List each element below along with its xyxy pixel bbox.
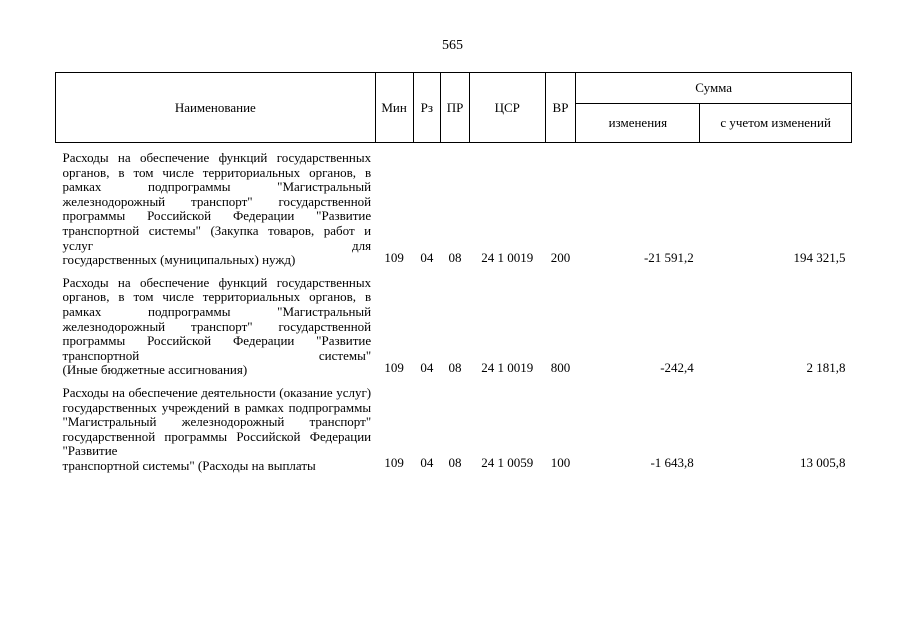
row-total: 2 181,8 (806, 359, 846, 375)
table-row (56, 378, 852, 474)
header-vr: ВР (545, 73, 576, 143)
row-csr: 24 1 0059 (481, 455, 534, 471)
header-min: Мин (375, 73, 413, 143)
row-vr: 100 (550, 455, 571, 471)
header-rz: Рз (413, 73, 441, 143)
row-vr: 800 (550, 359, 571, 375)
row-pr: 08 (448, 359, 462, 375)
row-pr: 08 (448, 249, 462, 265)
row-name (56, 143, 376, 268)
header-with-change: с учетом изменений (700, 104, 852, 143)
page-number: 565 (442, 38, 463, 53)
row-change: -1 643,8 (650, 455, 694, 471)
row-min: 109 (384, 359, 404, 375)
row-min: 109 (384, 249, 404, 265)
row-total: 13 005,8 (800, 455, 846, 471)
row-name-last: транспортной системы" (Расходы на выплаты (62, 457, 316, 473)
row-name-last: (Иные бюджетные ассигнования) (62, 362, 248, 378)
row-rz: 04 (420, 359, 434, 375)
row-name (56, 378, 376, 474)
row-csr: 24 1 0019 (481, 249, 534, 265)
row-name (56, 268, 376, 378)
table-row (56, 268, 852, 378)
table-row (56, 143, 852, 268)
row-name-main: Расходы на обеспечение функций государственных органов, в том числе территориальных органов, в рамках подпрограммы "Магистральный железнодорожный транспорт" государственной программы Российской Федерации "Развитие транспортной системы" (62, 274, 372, 363)
header-change: изменения (576, 104, 700, 143)
row-rz: 04 (420, 249, 434, 265)
row-rz: 04 (420, 455, 434, 471)
budget-table (55, 72, 852, 473)
row-change: -242,4 (660, 359, 694, 375)
row-name-last: государственных (муниципальных) нужд) (62, 252, 296, 268)
row-change: -21 591,2 (643, 249, 694, 265)
row-total: 194 321,5 (793, 249, 846, 265)
row-vr: 200 (550, 249, 571, 265)
row-pr: 08 (448, 455, 462, 471)
row-csr: 24 1 0019 (481, 359, 534, 375)
header-sum: Сумма (576, 73, 852, 104)
header-pr: ПР (441, 73, 470, 143)
row-name-main: Расходы на обеспечение деятельности (оказание услуг) государственных учреждений в рамках подпрограммы "Магистральный железнодорожный транспорт" государственной программы Российской Федерации "Развитие (62, 384, 372, 459)
table-header-row (56, 73, 852, 104)
row-min: 109 (384, 455, 404, 471)
header-name: Наименование (56, 73, 376, 143)
row-name-main: Расходы на обеспечение функций государственных органов, в том числе территориальных органов, в рамках подпрограммы "Магистральный железнодорожный транспорт" государственной программы Российской Федерации "Развитие транспортной системы" (Закупка товаров, работ и услуг для (62, 150, 372, 253)
header-csr: ЦСР (469, 73, 545, 143)
